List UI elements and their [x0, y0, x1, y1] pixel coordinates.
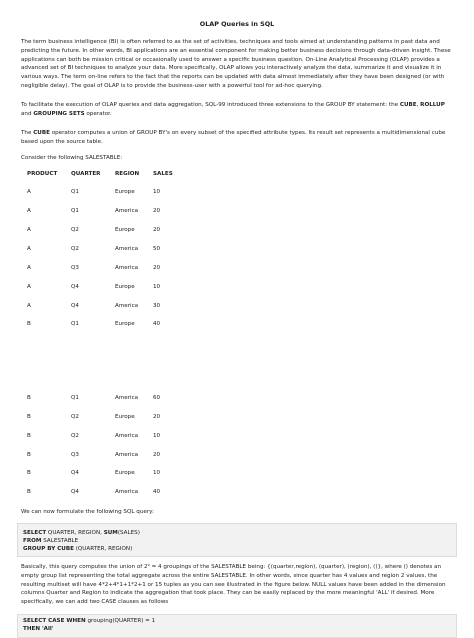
region-cell: America: [115, 433, 139, 439]
column-header-quarter: QUARTER: [71, 171, 101, 177]
sql-line: [23, 618, 155, 624]
sales-cell: 20: [153, 227, 161, 233]
sql-line: [23, 530, 140, 536]
quarter-cell: Q4: [71, 284, 79, 290]
region-cell: America: [115, 452, 139, 458]
region-cell: Europe: [115, 321, 135, 327]
product-cell: A: [27, 246, 31, 252]
region-cell: America: [115, 395, 139, 401]
region-cell: America: [115, 246, 139, 252]
quarter-cell: Q1: [71, 321, 79, 327]
product-cell: A: [27, 265, 31, 271]
grouping-sets-keyword: GROUPING SETS: [33, 110, 85, 117]
facilitate-separator: and: [21, 110, 34, 117]
basically-paragraph: Basically, this query computes the union of 2² = 4 groupings of the SALESTABLE being: {(quarter,region), (quarter), (region), ()}, where () denotes an empty group list representing the total aggregate across the entire SALESTABLE. In other words, since quarter has 4 values and region 2 values, the resulting multiset will have 4*2+4*1+1*2+1 or 15 tuples as you can see illustrated in the figure below. NULL values have been added in the dimension columns Quarter and Region to indicate the aggregation that took place. They can be easily replaced by the more meaningful 'ALL' if desired. More specifically, we can add two CASE clauses as follows: [21, 564, 446, 606]
sales-cell: 40: [153, 321, 161, 327]
sql-keyword: FROM: [23, 538, 42, 544]
sql-query-box: [17, 614, 457, 638]
product-cell: A: [27, 208, 31, 214]
product-cell: A: [27, 189, 31, 195]
cube-keyword: CUBE: [33, 130, 50, 136]
facilitate-text: operator.: [84, 110, 112, 117]
quarter-cell: Q4: [71, 470, 79, 476]
sales-cell: 60: [153, 395, 161, 401]
quarter-cell: Q3: [71, 265, 79, 271]
sales-cell: 20: [153, 414, 161, 420]
product-cell: A: [27, 227, 31, 233]
cube-description-text: The: [21, 130, 34, 136]
sales-cell: 10: [153, 470, 161, 476]
quarter-cell: Q1: [71, 189, 79, 195]
quarter-cell: Q2: [71, 433, 79, 439]
sql-text: QUARTER, REGION,: [46, 530, 104, 536]
region-cell: America: [115, 489, 139, 495]
formulate-text: We can now formulate the following SQL query:: [21, 509, 154, 515]
product-cell: B: [27, 414, 31, 420]
region-cell: Europe: [115, 470, 135, 476]
sql-keyword: SUM: [103, 530, 118, 536]
quarter-cell: Q2: [71, 227, 79, 233]
quarter-cell: Q1: [71, 208, 79, 214]
sales-cell: 10: [153, 284, 161, 290]
sales-cell: 10: [153, 189, 161, 195]
product-cell: B: [27, 489, 31, 495]
region-cell: America: [115, 208, 139, 214]
column-header-product: PRODUCT: [27, 171, 58, 177]
sales-cell: 20: [153, 265, 161, 271]
product-cell: B: [27, 433, 31, 439]
cube-description-text: operator computes a union of GROUP BY's on every subset of the specified attribute types. Its result set represents a multidimensional cube based upon the source table.: [21, 130, 446, 145]
sql-keyword: SELECT CASE WHEN: [23, 618, 86, 624]
sales-cell: 30: [153, 303, 161, 309]
sql-keyword: SELECT: [23, 530, 47, 536]
product-cell: B: [27, 395, 31, 401]
quarter-cell: Q2: [71, 414, 79, 420]
product-cell: B: [27, 452, 31, 458]
cube-description-paragraph: [21, 129, 455, 147]
quarter-cell: Q4: [71, 303, 79, 309]
sql-text: grouping(QUARTER) = 1: [85, 618, 156, 624]
region-cell: America: [115, 265, 139, 271]
sql-line: [23, 546, 132, 552]
product-cell: A: [27, 284, 31, 290]
cube-keyword: CUBE: [399, 102, 417, 108]
consider-text: Consider the following SALESTABLE:: [21, 155, 123, 161]
sql-line: THEN 'All': [23, 626, 54, 632]
region-cell: Europe: [115, 284, 135, 290]
product-cell: B: [27, 470, 31, 476]
sales-cell: 10: [153, 433, 161, 439]
sql-text: (QUARTER, REGION): [73, 546, 133, 552]
sales-cell: 40: [153, 489, 161, 495]
quarter-cell: Q1: [71, 395, 79, 401]
sql-keyword: GROUP BY CUBE: [23, 546, 74, 552]
region-cell: America: [115, 303, 139, 309]
facilitate-separator: ,: [416, 102, 421, 108]
region-cell: Europe: [115, 414, 135, 420]
sql-query-box: [17, 523, 457, 557]
quarter-cell: Q2: [71, 246, 79, 252]
column-header-region: REGION: [115, 171, 140, 177]
quarter-cell: Q3: [71, 452, 79, 458]
sales-cell: 20: [153, 208, 161, 214]
sql-text: SALESTABLE: [41, 538, 79, 544]
sales-cell: 20: [153, 452, 161, 458]
product-cell: B: [27, 321, 31, 327]
sql-line: [23, 538, 78, 544]
column-header-sales: SALES: [153, 171, 173, 177]
quarter-cell: Q4: [71, 489, 79, 495]
product-cell: A: [27, 303, 31, 309]
region-cell: Europe: [115, 227, 135, 233]
region-cell: Europe: [115, 189, 135, 195]
sql-text: (SALES): [117, 530, 140, 536]
facilitate-paragraph: [21, 101, 455, 119]
sales-cell: 50: [153, 246, 161, 252]
page-title: OLAP Queries in SQL: [199, 20, 275, 28]
facilitate-text: To facilitate the execution of OLAP queries and data aggregation, SQL-99 introduced three extensions to the GROUP BY statement: the: [21, 102, 400, 108]
rollup-keyword: ROLLUP: [420, 102, 445, 108]
intro-paragraph: The term business intelligence (BI) is often referred to as the set of activities, techniques and tools aimed at understanding patterns in past data and predicting the future. In other words, BI applications are an essential component for making better business decisions through data-driven insight. These applications can both be mission critical or occasionally used to answer a specific business question. On-Line Analytical Processing (OLAP) provides a advanced set of BI techniques to analyze your data. More specifically, OLAP allows you interactively analyze the data, summarize it and visualize it in various ways. The term on-line refers to the fact that the reports can be updated with data almost immediately after they have been designed (or with negligible delay). The goal of OLAP is to provide the business-user with a powerful tool for ad-hoc querying.: [21, 39, 451, 89]
